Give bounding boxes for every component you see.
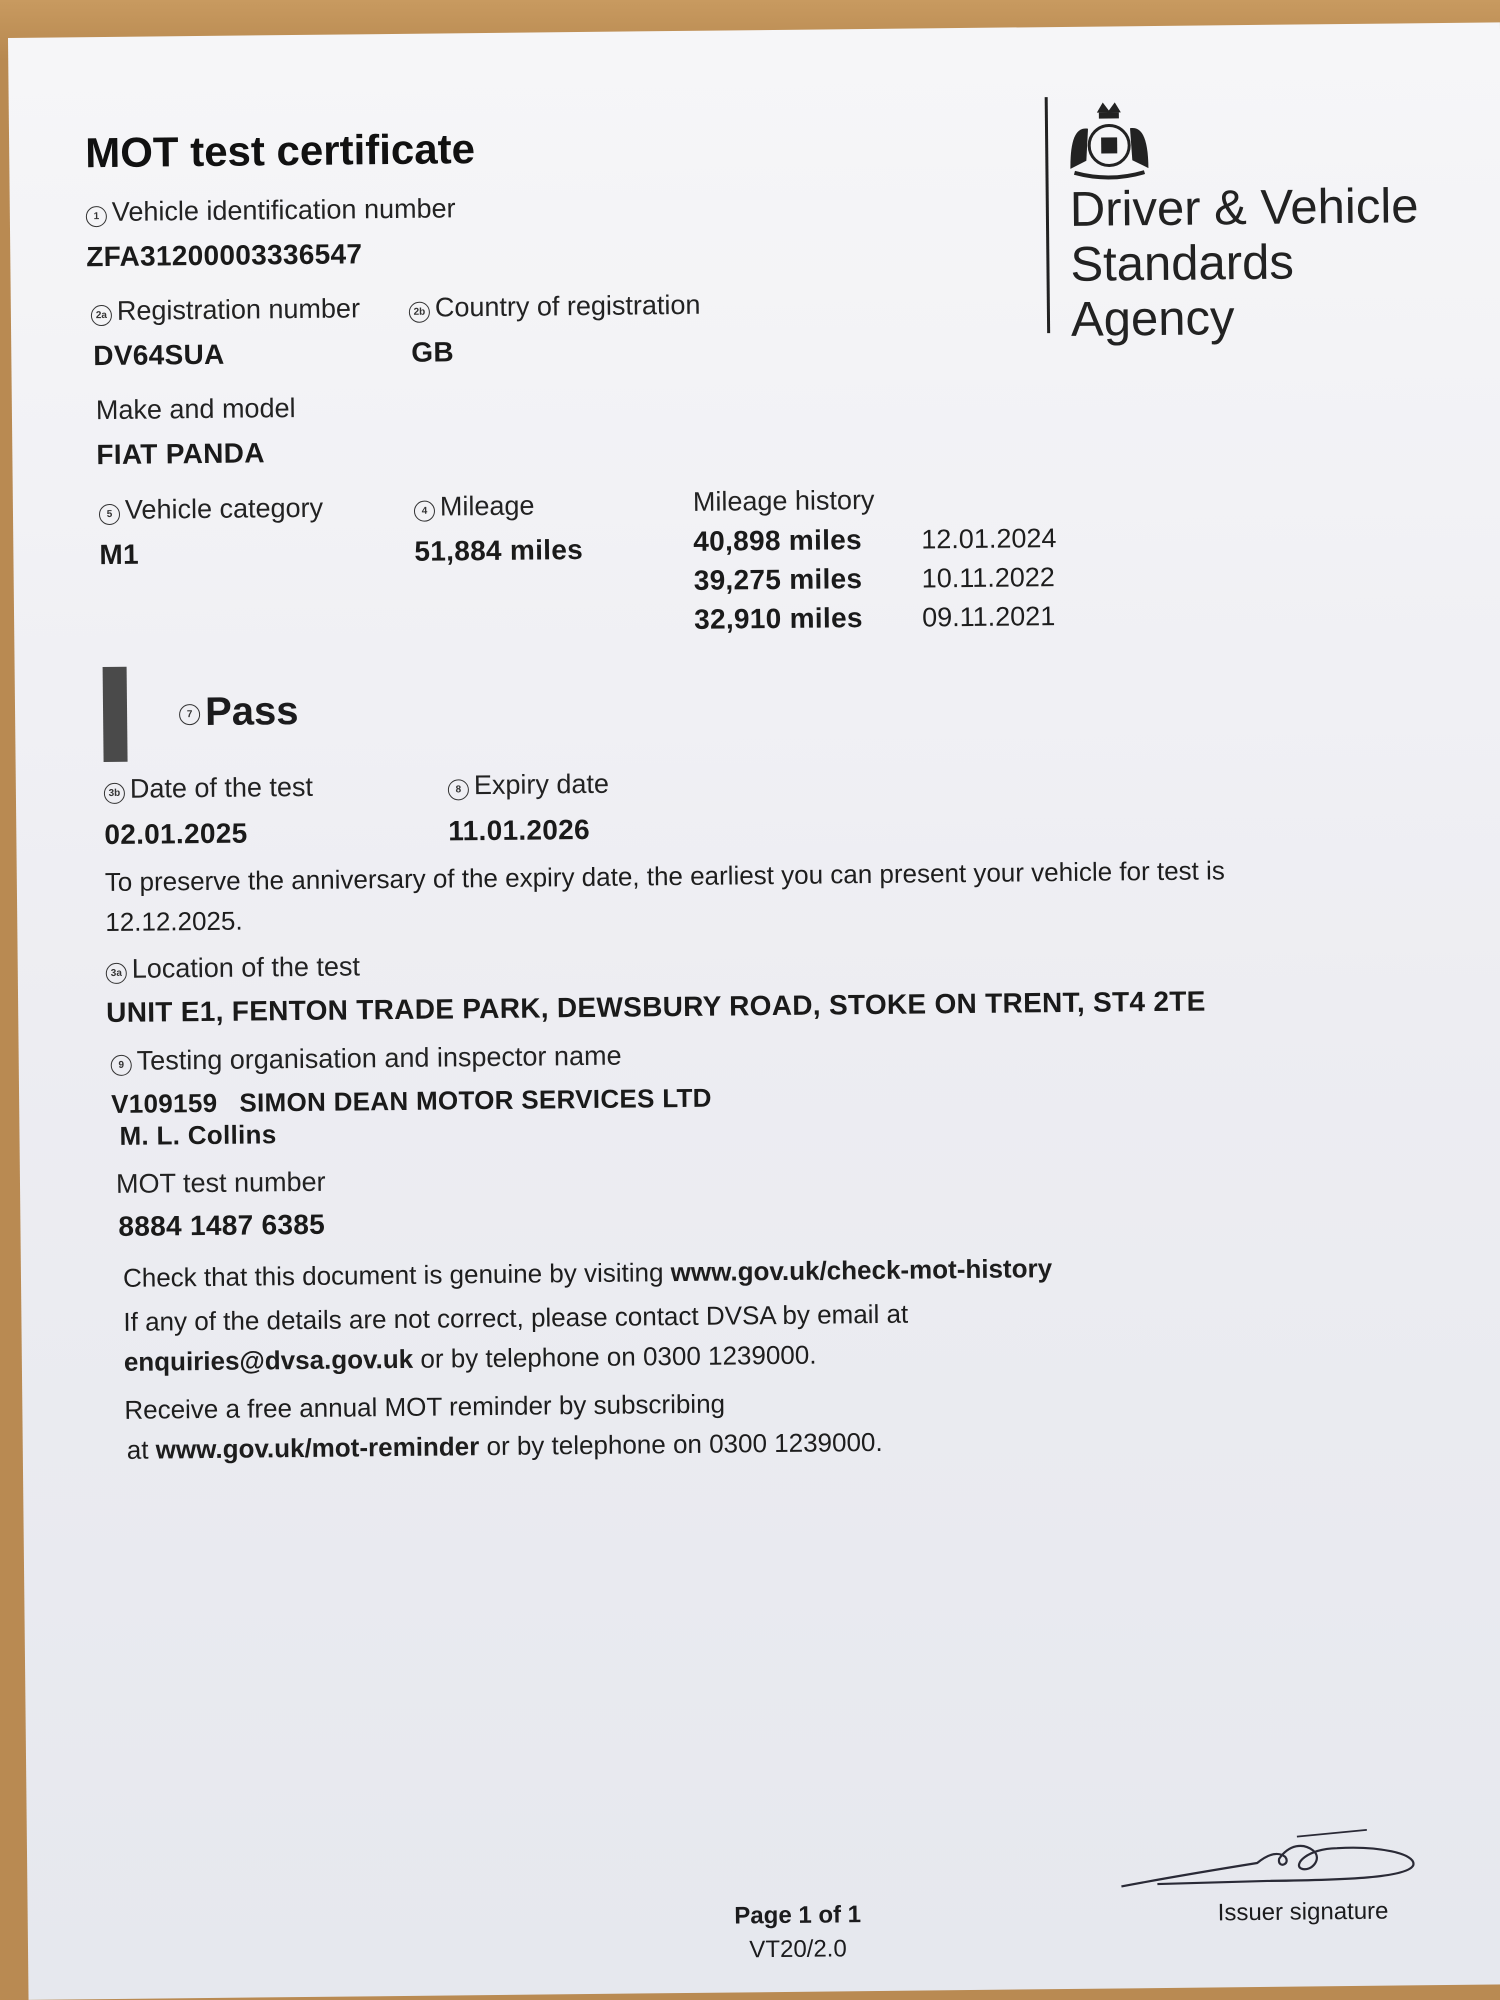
location-value: UNIT E1, FENTON TRADE PARK, DEWSBURY ROAD, STOKE ON TRENT, ST4 2TE (106, 985, 1206, 1029)
history-date: 12.01.2024 (921, 523, 1057, 555)
anniversary-date: 12.12.2025. (105, 905, 243, 938)
history-miles: 32,910 miles (693, 602, 863, 635)
contact-line-2: enquiries@dvsa.gov.uk or by telephone on 0300 1239000. (123, 1339, 817, 1377)
mileage-history-list (693, 522, 1057, 643)
reminder-line-2: at www.gov.uk/mot-reminder or by telephone on 0300 1239000. (126, 1426, 883, 1465)
country-value: GB (411, 336, 455, 368)
agency-name-line3: Agency (1070, 291, 1235, 347)
history-date: 10.11.2022 (921, 562, 1056, 594)
history-miles: 40,898 miles (693, 524, 863, 557)
category-value: M1 (99, 538, 140, 571)
field-marker: 7 (179, 704, 200, 725)
field-marker: 1 (86, 206, 107, 227)
field-marker: 2a (91, 305, 112, 326)
pass-label: Pass (204, 688, 299, 734)
test-number-label: MOT test number (115, 1166, 326, 1199)
reminder-line-1: Receive a free annual MOT reminder by subscribing (124, 1388, 726, 1425)
agency-name-line1: Driver & Vehicle (1069, 179, 1419, 237)
category-label: 5 Vehicle category (99, 493, 323, 526)
field-marker: 8 (448, 779, 469, 800)
agency-divider (1045, 97, 1050, 333)
test-date-label: 3b Date of the test (104, 772, 313, 805)
organisation-id: V109159 (111, 1087, 218, 1119)
genuine-check-text: Check that this document is genuine by visiting www.gov.uk/check-mot-history (122, 1253, 1053, 1293)
inspector-name: M. L. Collins (119, 1119, 277, 1151)
test-date-value: 02.01.2025 (104, 817, 248, 851)
list-item (694, 561, 1058, 604)
contact-line-1: If any of the details are not correct, please contact DVSA by email at (123, 1298, 909, 1337)
history-date: 09.11.2021 (921, 601, 1056, 633)
result-bar (103, 667, 128, 762)
form-code: VT20/2.0 (749, 1935, 847, 1964)
history-miles: 39,275 miles (693, 563, 863, 596)
organisation-value (111, 1083, 712, 1120)
test-number-value: 8884 1487 6385 (118, 1208, 326, 1242)
field-marker: 9 (111, 1055, 132, 1076)
country-label: 2b Country of registration (409, 290, 701, 324)
field-marker: 5 (99, 504, 120, 525)
make-model-label: Make and model (95, 393, 296, 426)
royal-crest-icon (1064, 98, 1155, 183)
page-number: Page 1 of 1 (734, 1901, 862, 1930)
list-item (694, 600, 1058, 643)
mileage-history-label: Mileage history (692, 484, 875, 517)
make-model-value: FIAT PANDA (96, 437, 265, 471)
field-marker: 2b (409, 302, 430, 323)
mileage-value: 51,884 miles (414, 534, 584, 567)
field-marker: 3b (104, 783, 125, 804)
organisation-name: SIMON DEAN MOTOR SERVICES LTD (239, 1082, 712, 1118)
mileage-label: 4 Mileage (414, 491, 535, 523)
dvsa-email-link: enquiries@dvsa.gov.uk (123, 1343, 414, 1377)
field-marker: 4 (414, 501, 435, 522)
field-marker: 3a (106, 963, 127, 984)
list-item (693, 522, 1057, 565)
anniversary-note: To preserve the anniversary of the expiry date, the earliest you can present your vehicle for test is (104, 855, 1225, 898)
organisation-label: 9 Testing organisation and inspector name (111, 1041, 622, 1077)
certificate-paper (8, 22, 1500, 2000)
document-title: MOT test certificate (84, 125, 476, 177)
mot-reminder-link: www.gov.uk/mot-reminder (155, 1431, 480, 1465)
issuer-signature (1117, 1823, 1438, 1898)
result-status (179, 689, 299, 735)
location-label: 3a Location of the test (106, 951, 360, 985)
expiry-value: 11.01.2026 (448, 813, 591, 847)
agency-name-line2: Standards (1070, 235, 1295, 292)
expiry-label: 8 Expiry date (448, 769, 609, 802)
issuer-signature-label: Issuer signature (1217, 1897, 1389, 1927)
registration-label: 2a Registration number (91, 293, 360, 327)
vin-label: 1 Vehicle identification number (86, 193, 456, 228)
check-mot-history-link: www.gov.uk/check-mot-history (670, 1253, 1053, 1288)
vin-value: ZFA31200003336547 (86, 238, 363, 273)
page-footer (708, 1901, 889, 1965)
registration-value: DV64SUA (93, 338, 225, 372)
